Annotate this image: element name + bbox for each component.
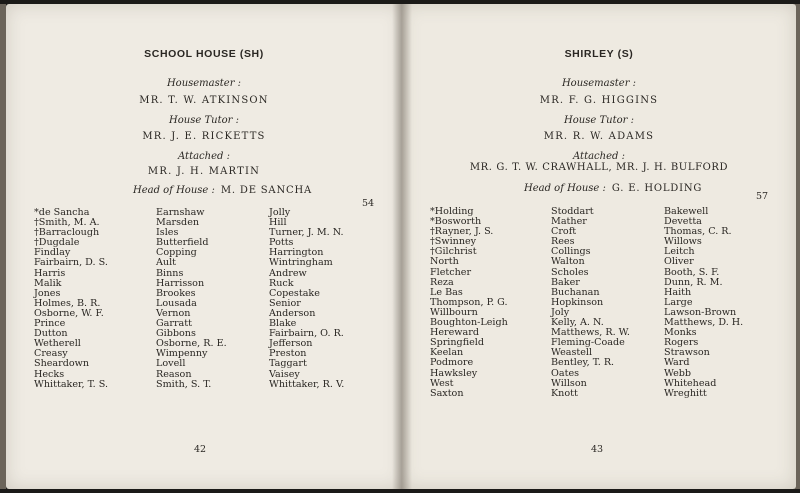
right-ref-number: 57 xyxy=(756,191,769,202)
student-name: Copping xyxy=(156,247,197,259)
student-name: Matthews, D. H. xyxy=(664,317,744,329)
student-name: Kelly, A. N. xyxy=(551,317,604,329)
student-name: Harris xyxy=(34,267,66,279)
student-name: †Gilchrist xyxy=(430,246,477,258)
left-page xyxy=(6,4,402,489)
student-name: Gibbons xyxy=(156,328,196,340)
student-name: Saxton xyxy=(430,387,464,399)
right-house-tutor-name: MR. R. W. ADAMS xyxy=(543,131,655,142)
left-house-tutor-name: MR. J. E. RICKETTS xyxy=(142,131,266,142)
student-name: Vernon xyxy=(156,307,191,319)
student-name: Harrisson xyxy=(156,277,205,289)
student-name: Thompson, P. G. xyxy=(430,296,508,308)
student-name: West xyxy=(430,377,454,389)
right-name-column-3 xyxy=(664,207,743,399)
student-name: Lawson-Brown xyxy=(664,306,737,318)
student-name: *Bosworth xyxy=(430,216,482,228)
student-name: Rees xyxy=(551,236,575,248)
right-head-label: Head of House : xyxy=(524,183,606,194)
student-name: Webb xyxy=(664,367,692,379)
student-name: Copestake xyxy=(269,287,320,299)
student-name: Fleming-Coade xyxy=(551,337,625,349)
student-name: Potts xyxy=(269,237,294,249)
right-name-column-1 xyxy=(430,207,508,399)
student-name: Dutton xyxy=(34,328,68,340)
student-name: *de Sancha xyxy=(34,207,90,218)
student-name: Bakewell xyxy=(664,206,709,217)
student-name: Lovell xyxy=(156,358,186,370)
student-name: Ault xyxy=(156,257,177,269)
student-name: Stoddart xyxy=(551,206,594,217)
student-name: Wimpenny xyxy=(156,348,208,360)
student-name: Taggart xyxy=(269,358,307,370)
student-name: Jones xyxy=(34,287,61,299)
student-name: Monks xyxy=(664,327,697,339)
student-name: Willson xyxy=(551,377,587,389)
student-name: Oliver xyxy=(664,256,694,268)
student-name: Garratt xyxy=(156,318,192,330)
right-name-column-2 xyxy=(551,207,630,399)
student-name: Mather xyxy=(551,216,587,228)
left-head-of-house xyxy=(133,185,312,196)
student-name: Preston xyxy=(269,348,307,360)
student-name: Jolly xyxy=(269,207,291,218)
right-attached-label: Attached : xyxy=(573,151,625,162)
student-name: Findlay xyxy=(34,247,71,259)
student-name: †Smith, M. A. xyxy=(34,217,100,229)
student-name: Boughton-Leigh xyxy=(430,317,508,329)
left-housemaster-label: Housemaster : xyxy=(166,78,242,89)
student-name: Bentley, T. R. xyxy=(551,357,615,369)
student-name: Joly xyxy=(551,306,570,318)
student-name: Anderson xyxy=(269,307,316,319)
left-name-column-3 xyxy=(269,208,344,390)
student-name: Willows xyxy=(664,236,702,248)
student-name: Croft xyxy=(551,226,577,238)
student-name: Leitch xyxy=(664,246,695,258)
student-name: Brookes xyxy=(156,287,196,299)
student-name: Reason xyxy=(156,368,192,380)
student-name: Strawson xyxy=(664,347,710,359)
right-head-of-house xyxy=(524,183,702,194)
left-name-column-1 xyxy=(34,208,108,390)
student-name: Fairbairn, O. R. xyxy=(269,328,344,340)
student-name: Springfield xyxy=(430,337,484,349)
right-page xyxy=(402,4,796,489)
student-name: Whittaker, R. V. xyxy=(269,378,345,390)
student-name: Blake xyxy=(269,318,297,330)
student-name: Haith xyxy=(664,286,692,298)
student-name: Prince xyxy=(34,318,66,330)
left-head-label: Head of House : xyxy=(133,185,215,196)
student-name: Whittaker, T. S. xyxy=(34,378,109,390)
student-name: Binns xyxy=(156,267,184,279)
right-attached-names: MR. G. T. W. CRAWHALL, MR. J. H. BULFORD xyxy=(469,162,729,173)
student-name: Wetherell xyxy=(34,338,81,350)
student-name: Reza xyxy=(430,276,454,288)
left-ref-number: 54 xyxy=(362,198,375,209)
student-name: Ward xyxy=(664,357,690,369)
student-name: Le Bas xyxy=(430,286,463,298)
right-house-tutor-label: House Tutor : xyxy=(564,115,634,126)
student-name: Vaisey xyxy=(269,368,300,380)
student-name: Scholes xyxy=(551,266,589,278)
student-name: Earnshaw xyxy=(156,207,205,218)
student-name: Baker xyxy=(551,276,580,288)
left-attached-label: Attached : xyxy=(178,151,230,162)
student-name: Isles xyxy=(156,227,179,239)
student-name: †Swinney xyxy=(430,236,477,248)
left-name-column-2 xyxy=(156,208,227,390)
student-name: Turner, J. M. N. xyxy=(269,227,344,239)
student-name: Osborne, R. E. xyxy=(156,338,227,350)
student-name: Hereward xyxy=(430,327,479,339)
student-name: Booth, S. F. xyxy=(664,266,720,278)
student-name: Whitehead xyxy=(664,377,717,389)
student-name: Hawksley xyxy=(430,367,478,379)
student-name: Hecks xyxy=(34,368,65,380)
student-name: Andrew xyxy=(269,267,307,279)
student-name: Malik xyxy=(34,277,62,289)
student-name: Harrington xyxy=(269,247,324,259)
student-name: Dunn, R. M. xyxy=(664,276,723,288)
left-head-value: M. DE SANCHA xyxy=(220,185,312,196)
student-name: Holmes, B. R. xyxy=(34,297,101,309)
student-name: Devetta xyxy=(664,216,702,228)
student-name: Jefferson xyxy=(269,338,313,350)
student-name: Creasy xyxy=(34,348,68,360)
student-name: †Rayner, J. S. xyxy=(430,226,494,238)
student-name: †Dugdale xyxy=(34,237,80,249)
student-name: Marsden xyxy=(156,217,200,229)
student-name: Hopkinson xyxy=(551,296,604,308)
right-housemaster-name: MR. F. G. HIGGINS xyxy=(539,95,659,106)
student-name: North xyxy=(430,256,459,268)
student-name: Collings xyxy=(551,246,591,258)
right-house-title: SHIRLEY (S) xyxy=(564,48,634,60)
right-head-value: G. E. HOLDING xyxy=(611,183,703,194)
student-name: *Holding xyxy=(430,206,474,217)
left-attached-name: MR. J. H. MARTIN xyxy=(147,166,261,177)
student-name: Weastell xyxy=(551,347,593,359)
student-name: Rogers xyxy=(664,337,699,349)
student-name: Butterfield xyxy=(156,237,209,249)
student-name: Osborne, W. F. xyxy=(34,307,104,319)
student-name: Ruck xyxy=(269,277,294,289)
right-page-number: 43 xyxy=(591,444,604,455)
student-name: Large xyxy=(664,296,693,308)
student-name: Senior xyxy=(269,297,301,309)
student-name: Keelan xyxy=(430,347,464,359)
left-housemaster-name: MR. T. W. ATKINSON xyxy=(139,95,269,106)
student-name: Knott xyxy=(551,387,578,399)
student-name: Sheardown xyxy=(34,358,90,370)
student-name: Matthews, R. W. xyxy=(551,327,630,339)
student-name: Thomas, C. R. xyxy=(664,226,732,238)
student-name: Willbourn xyxy=(430,306,478,318)
left-page-number: 42 xyxy=(194,444,207,455)
student-name: Buchanan xyxy=(551,286,600,298)
student-name: Podmore xyxy=(430,357,474,369)
student-name: Lousada xyxy=(156,297,197,309)
left-house-tutor-label: House Tutor : xyxy=(169,115,239,126)
student-name: Walton xyxy=(551,256,585,268)
student-name: Fairbairn, D. S. xyxy=(34,257,108,269)
right-housemaster-label: Housemaster : xyxy=(561,78,637,89)
student-name: Smith, S. T. xyxy=(156,378,212,390)
student-name: Wintringham xyxy=(269,257,333,269)
student-name: Wreghitt xyxy=(664,387,707,399)
student-name: Oates xyxy=(551,367,580,379)
student-name: Fletcher xyxy=(430,266,472,278)
left-house-title: SCHOOL HOUSE (SH) xyxy=(144,48,264,60)
book-gutter xyxy=(392,4,412,489)
student-name: Hill xyxy=(269,217,287,229)
student-name: †Barraclough xyxy=(34,227,100,239)
